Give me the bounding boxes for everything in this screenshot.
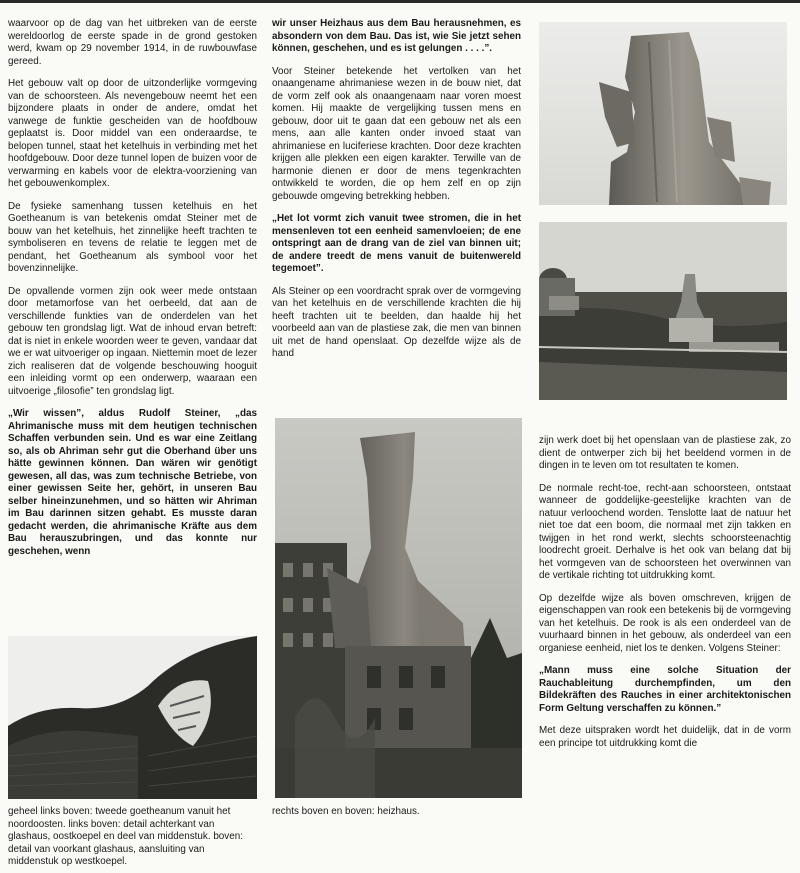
paragraph: De fysieke samenhang tussen ketelhuis en het Goetheanum is van betekenis omdat Steiner met de bouw van het ketelhuis, het zinnelijke heeft trachten te symboliseren en tevens de relatie te leggen met de pendant, het Goetheanum als symbool voor het bovenzinnelijke.	[8, 200, 257, 274]
paragraph: Voor Steiner betekende het vertolken van het onaangename ahrimaniese wezen in de bouw niet, dat de vorm zelf ook als onaangenaam naar voren moest komen. Hij maakte de vergelijking tussen mens en gebouw, door uit te gaan dat een gebouw net als een mens, aan alle kanten onder invoed staat van ahrimaniese en luciferiese krachten. Door deze krachten krijgen alle plekken een eigen karakter. Terwille van de harmonie dienen er door de mens tegenkrachten ontwikkeld te worden, die op hem zelf en op zijn gebouwde omgeving betrekking hebben.	[272, 65, 521, 202]
paragraph: Met deze uitspraken wordt het duidelijk, dat in de vorm een principe tot uitdrukking komt die	[539, 725, 791, 749]
photo-heizhaus-large	[275, 418, 522, 798]
paragraph: zijn werk doet bij het openslaan van de plastiese zak, zo dient de ontwerper zich bij het beeldend vormen in de dingen in te leven om tot resultaten te komen.	[539, 435, 791, 471]
text-column-1	[8, 18, 257, 568]
paragraph: waarvoor op de dag van het uitbreken van de eerste wereldoorlog de eerste spade in de grond gestoken werd, kwam op 29 november 1914, in de ruwbouwfase gereed.	[8, 18, 257, 67]
photo-caption-center: rechts boven en boven: heizhaus.	[272, 806, 420, 817]
paragraph: Op dezelfde wijze als boven omschreven, krijgen de eigenschappen van rook een betekenis bij de vormgeving van het ketelhuis. De rook is als een onderdeel van de vuurhaard binnen in het gebouw, als onderdeel van een organiese eenheid, niet los te denken. Volgens Steiner:	[539, 592, 791, 654]
paragraph: De normale recht-toe, recht-aan schoorsteen, ontstaat wanneer de goddelijke-geestelijke krachten van de natuur verloochend worden. Tenslotte laat de natuur het niet toe dat een boom, die normaal met zijn takken en twijgen in het rond werkt, slechts schoorsteenachtig loodrecht groeit. Derhalve is het ook van belang dat bij het vormgeven van de schoorsteen het overwinnen van de vertikale richting tot uitdrukking komt.	[539, 482, 791, 581]
photo-caption-left: geheel links boven: tweede goetheanum vanuit het noordoosten. links boven: detail achterkant van glashaus, oostkoepel en deel van middenstuk. boven: detail van voorkant glashaus, aansluiting van middenstuk op westkoepel.	[8, 806, 243, 867]
photo-chimney-detail	[539, 22, 787, 205]
photo-landscape-heizhaus	[539, 222, 787, 400]
quote-paragraph: „Mann muss eine solche Situation der Rauchableitung durchempfinden, um den Bildekräften des Rauches in einer architektonischen Form Geltung verschaffen zu können.”	[539, 665, 791, 714]
paragraph: De opvallende vormen zijn ook weer mede ontstaan door metamorfose van het oerbeeld, dat aan de verschillende funkties van de onderdelen van het gebouw ten grondslag ligt. Wat de inhoud ervan betreft: dat is niet in enkele woorden weer te geven, vandaar dat we er wat uitvoeriger op ingaan. Niettemin moet de lezer zich realiseren dat de volgende beschouwing hooguit een inleiding vormt op een onderwerp, waaraan een uitvoerige „filosofie” ten grondslag ligt.	[8, 285, 257, 397]
text-column-3	[539, 435, 791, 760]
quote-paragraph: wir unser Heizhaus aus dem Bau herausnehmen, es absondern von dem Bau. Das ist, wie Sie jetzt sehen können, geschehen, und es ist gelungen . . . .”.	[272, 18, 521, 54]
top-rule	[0, 0, 800, 3]
photo-glashaus-detail	[8, 636, 257, 799]
quote-paragraph: „Het lot vormt zich vanuit twee stromen, die in het mensenleven tot een eenheid samenvloeien; de ene ontspringt aan de drang van de ziel van binnen uit; de andere treedt de mens vanuit de buitenwereld tegemoet”.	[272, 213, 521, 274]
paragraph: Het gebouw valt op door de uitzonderlijke vormgeving van de schoorsteen. Als nevengebouw neemt het een bijzondere plaats in onder de andere, omdat het vanwege de funktie gescheiden van de hoofdbouw geplaatst is. Door middel van een onderaardse, te belopen tunnel, staat het ketelhuis in verbinding met het hoofdgebouw. Door deze tunnel lopen de buizen voor de verwarming en kabels voor de elektra-voorziening van het gebouwenkomplex.	[8, 78, 257, 189]
paragraph: Als Steiner op een voordracht sprak over de vormgeving van het ketelhuis en de verschillende krachten die hij heeft trachten uit te beelden, dan haalde hij het voorbeeld aan van de plastiese zak, die men van binnen uit met de hand openslaat. Op dezelfde wijze als de hand	[272, 285, 521, 359]
quote-paragraph: „Wir wissen”, aldus Rudolf Steiner, „das Ahrimanische muss mit dem heutigen technischen Schaffen verbunden sein. Und es war eine Zeitlang so, als ob Ahriman sehr gut die Oberhand über uns hätte gewinnen können. Dan wären wir genötigt gewesen, all das, was zum technische Betriebe, von einer gewissen Seite her, gehört, in unseren Bau selber hineinzunehmen, und so hätten wir Ahriman im Bau darinnen sitzen gehabt. Es musste daran gedacht werden, die ahrimanische Kräfte aus dem Bau herauszubringen, und das konnte nur geschehen, wenn	[8, 408, 257, 557]
text-column-2	[272, 18, 521, 371]
